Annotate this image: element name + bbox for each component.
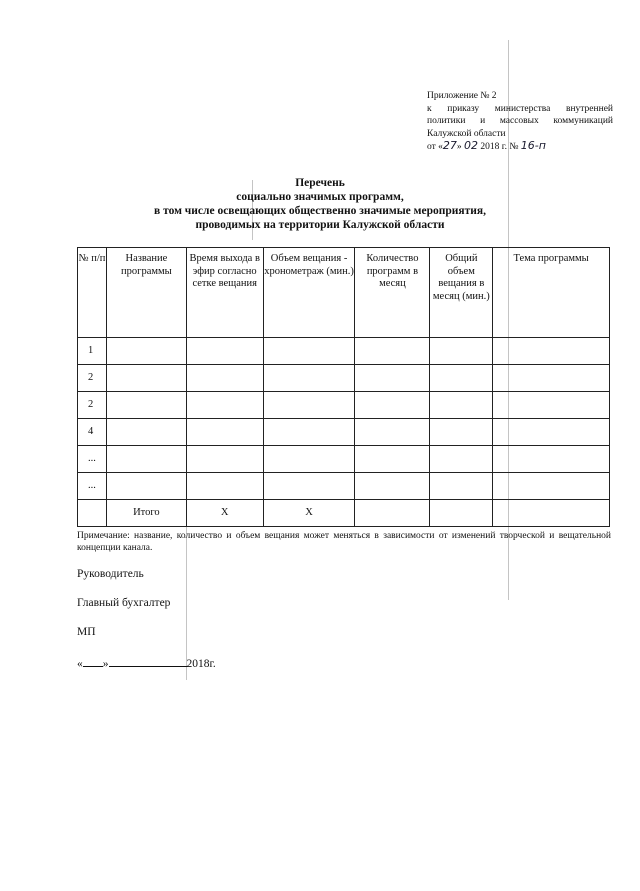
header-cell: Время выхода в эфир согласно сетке вещания (186, 248, 263, 338)
table-cell (430, 446, 493, 473)
date-separator: » (456, 142, 465, 152)
total-volume: X (263, 500, 355, 527)
table-header-row (78, 248, 610, 338)
title-line: в том числе освещающих общественно значимые мероприятия, (153, 205, 486, 217)
table-cell (355, 365, 430, 392)
table-cell (355, 473, 430, 500)
table-cell (106, 446, 186, 473)
appendix-line: к приказу министерства внутренней (427, 103, 613, 114)
table-row (78, 446, 610, 473)
signature-accountant: Главный бухгалтер (77, 597, 171, 609)
table-row (78, 473, 610, 500)
table-cell (186, 392, 263, 419)
total-label: Итого (106, 500, 186, 527)
table-cell (263, 446, 355, 473)
table-cell (493, 338, 610, 365)
table-cell (186, 338, 263, 365)
table-cell (355, 446, 430, 473)
date-year: 2018г. (186, 658, 216, 670)
table-cell (263, 338, 355, 365)
table-cell (430, 392, 493, 419)
table-cell (430, 338, 493, 365)
table-cell (186, 365, 263, 392)
appendix-date (427, 140, 613, 154)
month-blank (109, 655, 187, 667)
table-cell (186, 419, 263, 446)
table-cell (263, 392, 355, 419)
header-cell: Объем вещания - хронометраж (мин.) (263, 248, 355, 338)
table-row (78, 365, 610, 392)
table-cell (355, 392, 430, 419)
date-close-quote: » (102, 658, 109, 670)
table-cell (263, 365, 355, 392)
table-cell (493, 392, 610, 419)
day-blank (83, 655, 103, 667)
header-cell: Количество программ в месяц (355, 248, 430, 338)
signature-date (77, 655, 216, 670)
date-open-quote: « (77, 658, 83, 670)
header-cell: № п/п (78, 248, 107, 338)
row-number: 1 (78, 338, 107, 365)
title-line: Перечень (295, 177, 345, 189)
date-day: 27 (442, 139, 457, 152)
table-row (78, 338, 610, 365)
table-cell (263, 473, 355, 500)
table-row (78, 419, 610, 446)
header-cell: Тема программы (493, 248, 610, 338)
table-note: Примечание: название, количество и объем вещания может меняться в зависимости от изменений творческой и вещательной концепции канала. (77, 531, 611, 553)
table-cell (493, 446, 610, 473)
row-number: ... (78, 473, 107, 500)
signature-head: Руководитель (77, 568, 144, 580)
table-cell (78, 500, 107, 527)
table-cell (493, 365, 610, 392)
date-year: 2018 г. № (478, 142, 521, 152)
header-cell: Общий объем вещания в месяц (мин.) (430, 248, 493, 338)
table-cell (106, 392, 186, 419)
table-cell (355, 338, 430, 365)
table-cell (106, 419, 186, 446)
appendix-line: Калужской области (427, 128, 506, 139)
table-row (78, 392, 610, 419)
table-cell (186, 473, 263, 500)
title-line: проводимых на территории Калужской области (195, 219, 445, 231)
table-cell (430, 365, 493, 392)
table-cell (106, 473, 186, 500)
row-number: 2 (78, 392, 107, 419)
row-number: 2 (78, 365, 107, 392)
table-cell (355, 500, 430, 527)
table-cell (186, 446, 263, 473)
table-cell (493, 419, 610, 446)
table-cell (430, 419, 493, 446)
date-month: 02 (464, 139, 479, 152)
table-cell (355, 419, 430, 446)
appendix-header (427, 90, 613, 154)
table-cell (430, 500, 493, 527)
row-number: 4 (78, 419, 107, 446)
table-cell (493, 500, 610, 527)
total-row (78, 500, 610, 527)
table-cell (430, 473, 493, 500)
order-number: 16-п (520, 139, 546, 152)
table-cell (493, 473, 610, 500)
row-number: ... (78, 446, 107, 473)
document-title (0, 176, 640, 232)
header-cell: Название программы (106, 248, 186, 338)
programs-table (77, 247, 610, 527)
total-time: X (186, 500, 263, 527)
appendix-line: политики и массовых коммуникаций (427, 116, 613, 126)
date-prefix: от « (427, 142, 443, 152)
stamp-place: МП (77, 626, 96, 638)
table-cell (263, 419, 355, 446)
table-cell (106, 365, 186, 392)
title-line: социально значимых программ, (236, 191, 404, 203)
appendix-title: Приложение № 2 (427, 91, 497, 101)
table-cell (106, 338, 186, 365)
